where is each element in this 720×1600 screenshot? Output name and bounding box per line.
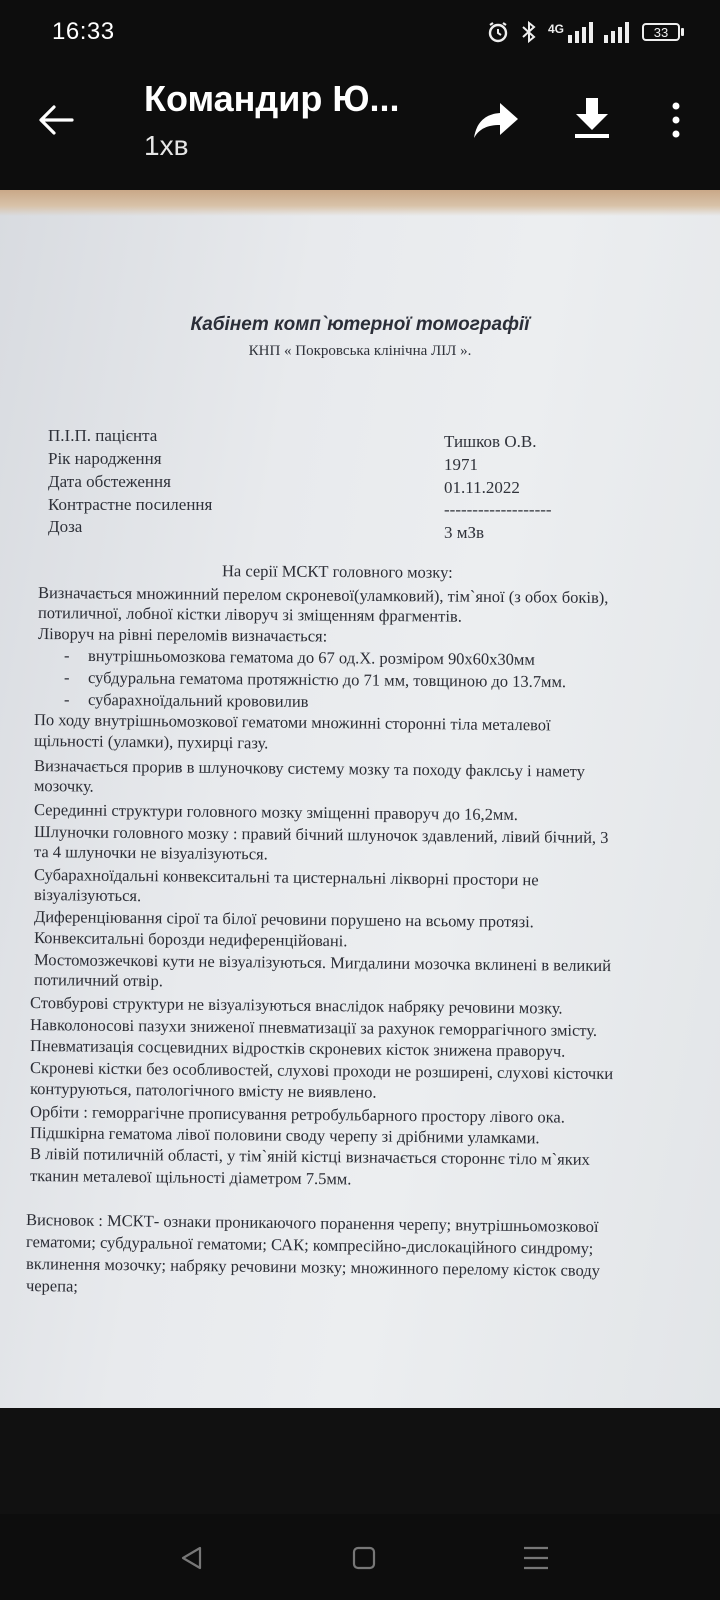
field-value-dose: 3 мЗв [444,523,485,542]
body-line: Визначається прорив в шлуночкову систему мозку та походу факлсьу і намету [33,756,586,781]
body-line: Субарахноїдальні конвекситальні та цистернальні лікворні простори не [33,865,539,890]
body-line: потиличної, лобної кістки ліворуч зі зміщенням фрагментів. [37,603,462,626]
field-label-birth-year: Рік народження [48,449,162,468]
body-line: По ходу внутрішньомозкової гематоми множинні сторонні тіла металевої [33,710,551,735]
field-value-contrast: ------------------- [444,500,552,519]
body-line: Підшкірна гематома лівої половини своду черепу зі дрібними уламками. [29,1123,540,1148]
nav-recents-button[interactable] [514,1536,558,1580]
conclusion-line: вклинення мозочку; набряку речовини мозку; множинного перелому кісток своду [25,1254,601,1281]
arrow-left-icon [36,100,76,140]
document-content [0,190,720,1408]
bullet-item: субарахноїдальний крововилив [87,690,309,711]
field-value-name: Тишков О.В. [444,432,537,451]
status-icons [486,20,684,44]
body-line: потиличний отвір. [33,970,163,991]
body-line: Ліворуч на рівні переломів визначається: [37,624,328,646]
body-line: Визначається множинний перелом скроневої(уламковий), тім`яної (з обох боків), [37,583,609,607]
download-icon [572,96,612,140]
bullet-dash: - [64,690,70,709]
message-time: 1хв [144,130,189,161]
battery-level: 33 [653,24,669,40]
body-line: Конвекситальні борозди недиференційовані. [33,928,348,951]
field-label-dose: Доза [48,517,83,536]
viewer-background [0,1408,720,1514]
document-photo[interactable] [0,190,720,1408]
field-value-birth-year: 1971 [444,455,478,474]
field-label-exam-date: Дата обстеження [48,472,171,491]
share-button[interactable] [468,92,524,148]
square-home-icon [350,1544,378,1572]
nav-home-button[interactable] [342,1536,386,1580]
body-line: та 4 шлуночки не візуалізуються. [33,842,268,864]
triangle-back-icon [178,1544,206,1572]
field-label-name: П.І.П. пацієнта [48,426,158,445]
title-block [144,78,424,162]
body-line: Серединні структури головного мозку зміщенні праворуч до 16,2мм. [33,800,519,825]
bullet-dash: - [64,646,70,665]
body-line: На серії МСКТ головного мозку: [221,561,453,582]
document-title: Кабінет комп`ютерної томографії [190,314,530,335]
body-line: мозочку. [33,776,94,796]
body-line: Диференціювання сірої та білої речовини порушено на всьому протязі. [33,907,534,932]
body-line: тканин металевої щільності діаметром 7.5мм. [29,1166,352,1189]
more-options-button[interactable] [650,92,702,148]
field-label-contrast: Контрастне посилення [48,495,213,514]
document-subtitle: КНП « Покровська клінічна ЛІЛ ». [248,343,472,359]
signal-icon-1 [568,21,594,43]
download-button[interactable] [564,90,620,146]
share-arrow-icon [472,100,520,140]
alarm-icon [486,20,510,44]
bullet-item: внутрішньомозкова гематома до 67 од.Х. розміром 90х60х30мм [87,646,535,669]
bullet-item: субдуральна гематома протяжністю до 71 мм, товщиною до 13.7мм. [87,668,567,692]
body-line: візуалізуються. [33,885,142,906]
back-button[interactable] [30,94,82,146]
body-line: Мостомозжечкові кути не візуалізуються. Мигдалини мозочка вклинені в великий [33,950,612,976]
bullet-dash: - [64,668,70,687]
field-value-exam-date: 01.11.2022 [444,478,520,497]
body-line: Пневматизація сосцевидних відростків скроневих кісток знижена праворуч. [29,1036,566,1061]
body-line: Шлуночки головного мозку : правий бічний шлуночок здавлений, лівий бічний, 3 [33,822,609,848]
more-vertical-icon [671,102,681,138]
menu-lines-icon [521,1544,551,1572]
body-line: Скроневі кістки без особливостей, слухові проходи не розширені, слухові кісточки [29,1058,614,1084]
conclusion-line: черепа; [25,1276,79,1296]
nav-back-button[interactable] [170,1536,214,1580]
body-line: Стовбурові структури не візуалізуються внаслідок набряку речовини мозку. [29,993,563,1018]
network-type-label: 4G [547,22,564,36]
conclusion-line: Висновок : МСКТ- ознаки проникаючого поранення черепу; внутрішньомозкової [25,1210,599,1236]
signal-icon-2 [604,21,632,43]
bluetooth-icon [520,20,538,44]
app-bar [0,64,720,176]
battery-icon [642,23,684,41]
body-line: Навколоносові пазухи зниженої пневматизації за рахунок геморрагічного змісту. [29,1015,598,1040]
body-line: щільності (уламки), пухирці газу. [33,731,269,753]
chat-title: Командир Ю... [144,78,400,119]
conclusion-line: гематоми; субдуральної гематоми; САК; компресійно-дислокаційного синдрому; [25,1232,594,1258]
status-bar [0,0,720,64]
body-line: контуруються, патологічного вмісту не виявлено. [29,1079,377,1102]
body-line: В лівій потиличній області, у тім`яній кістці визначається стороннє тіло м`яких [29,1144,590,1169]
body-line: Орбіти : геморрагічне прописування ретробульбарного простору лівого ока. [29,1102,566,1127]
system-nav-bar [0,1514,720,1600]
status-time: 16:33 [52,18,115,45]
